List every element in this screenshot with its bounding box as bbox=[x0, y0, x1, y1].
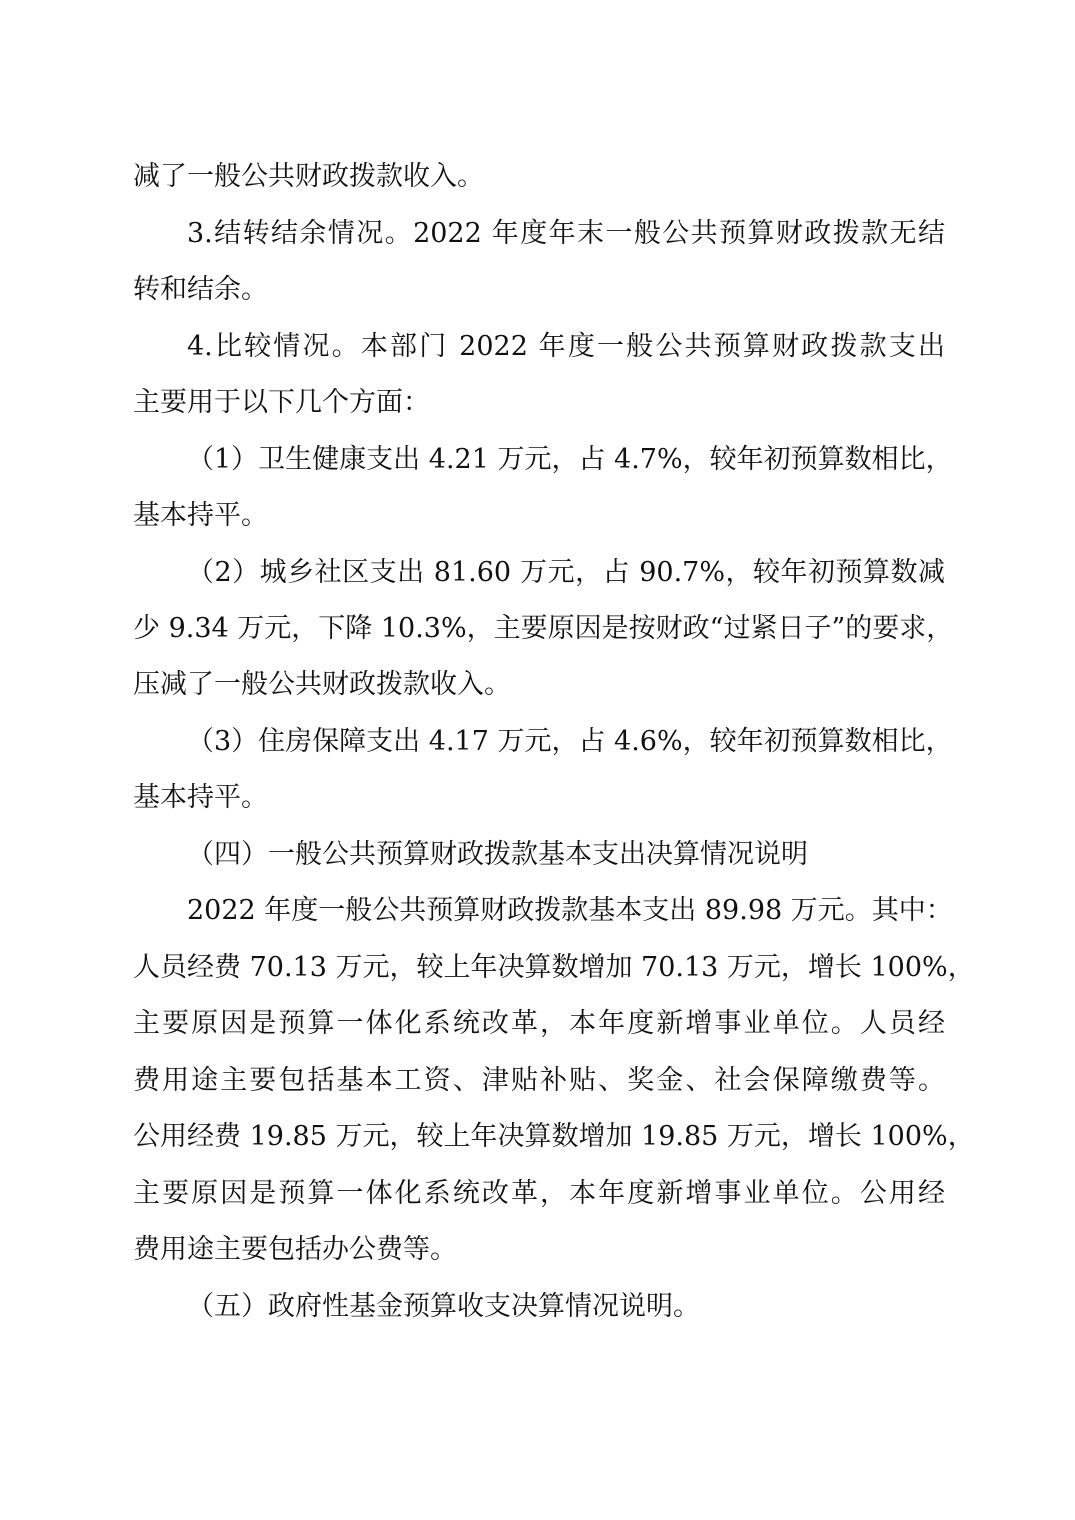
paragraph-line: 压减了一般公共财政拨款收入。 bbox=[133, 669, 511, 700]
paragraph-line: 费用途主要包括办公费等。 bbox=[133, 1234, 457, 1265]
paragraph-line: 主要原因是预算一体化系统改革，本年度新增事业单位。公用经 bbox=[133, 1178, 945, 1209]
paragraph-line: 3.结转结余情况。2022 年度年末一般公共预算财政拨款无结 bbox=[187, 218, 945, 249]
paragraph-line: 4.比较情况。本部门 2022 年度一般公共预算财政拨款支出 bbox=[187, 331, 945, 362]
paragraph-line: 费用途主要包括基本工资、津贴补贴、奖金、社会保障缴费等。 bbox=[133, 1065, 945, 1096]
paragraph-line: （2）城乡社区支出 81.60 万元，占 90.7%，较年初预算数减 bbox=[187, 557, 945, 588]
paragraph-line: 主要用于以下几个方面： bbox=[133, 387, 430, 418]
section-heading: （四）一般公共预算财政拨款基本支出决算情况说明 bbox=[187, 839, 808, 870]
paragraph-line: 少 9.34 万元，下降 10.3%，主要原因是按财政“过紧日子”的要求， bbox=[133, 613, 954, 644]
section-heading: （五）政府性基金预算收支决算情况说明。 bbox=[187, 1291, 700, 1322]
paragraph-line: （1）卫生健康支出 4.21 万元，占 4.7%，较年初预算数相比， bbox=[187, 444, 953, 475]
paragraph-line: （3）住房保障支出 4.17 万元，占 4.6%，较年初预算数相比， bbox=[187, 726, 953, 757]
paragraph-line: 基本持平。 bbox=[133, 782, 268, 813]
paragraph-line: 公用经费 19.85 万元，较上年决算数增加 19.85 万元，增长 100%， bbox=[133, 1121, 975, 1152]
paragraph-line: 转和结余。 bbox=[133, 274, 268, 305]
paragraph-line: 主要原因是预算一体化系统改革，本年度新增事业单位。人员经 bbox=[133, 1008, 945, 1039]
paragraph-line: 基本持平。 bbox=[133, 500, 268, 531]
paragraph-line: 人员经费 70.13 万元，较上年决算数增加 70.13 万元，增长 100%， bbox=[133, 952, 975, 983]
paragraph-line: 减了一般公共财政拨款收入。 bbox=[133, 161, 484, 192]
paragraph-line: 2022 年度一般公共预算财政拨款基本支出 89.98 万元。其中： bbox=[187, 895, 953, 926]
